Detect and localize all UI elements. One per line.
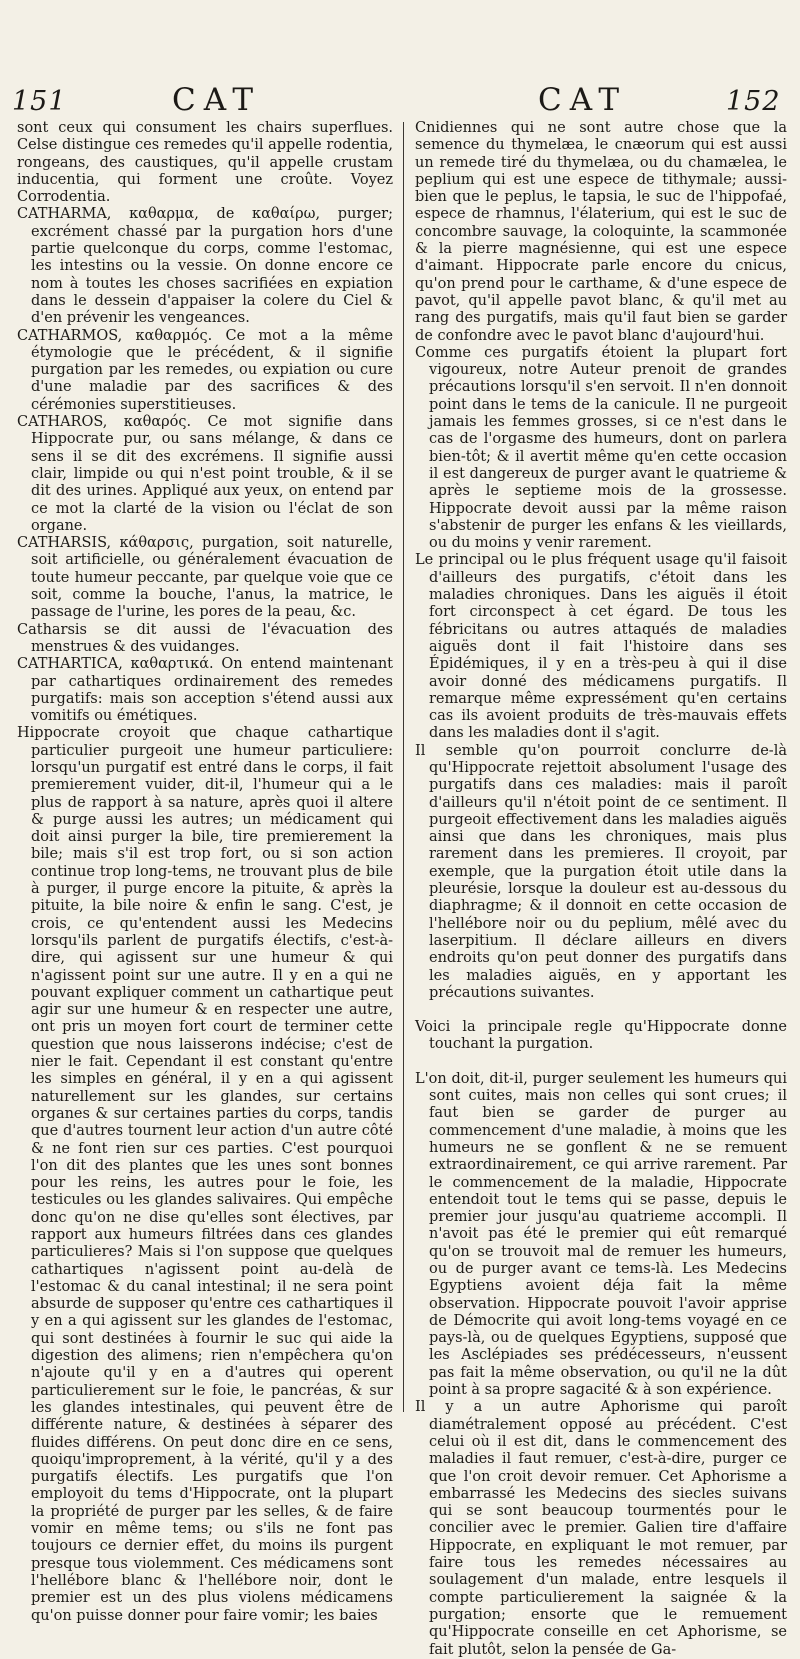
spacer [415,1054,787,1071]
paragraph: Hippocrate croyoit que chaque cathartique particulier purgeoit une humeur particuliere: lorsqu'un purgatif est entré dans le corps, il fait premierement vuider, dit-il, l'humeur qui a le plus de rapport à sa nature, après quoi il altere & purge aussi les autres; un médicament qui doit ainsi purger la bile, tire premierement la bile; mais s'il est trop fort, ou si son action continue trop long-tems, ne trouvant plus de bile à purger, il purge encore la pituite, & après la pituite, la bile noire & enfin le sang. C'est, je crois, ce qu'entendent aussi les Medecins lorsqu'ils parlent de purgatifs électifs, c'est-à-dire, qui agissent sur une humeur & qui n'agissent point sur une autre. Il y en a qui ne pouvant expliquer comment un cathartique peut agir sur une humeur & en respecter une autre, ont pris un moyen fort court de terminer cette question que nous laisserons indécise; c'est de nier le fait. Cependant il est constant qu'entre les simples en général, il y en a qui agissent naturellement sur les glandes, sur certains organes & sur certaines parties du corps, tandis que d'autres tournent leur action d'un autre côté & ne font rien sur ces parties. C'est pourquoi l'on dit des plantes que les unes sont bonnes pour les reins, les autres pour le foie, les testicules ou les glandes salivaires. Qui empêche donc qu'on ne dise qu'elles sont électives, par rapport aux humeurs filtrées dans ces glandes particulieres? Mais si l'on suppose que quelques cathartiques n'agissent point au-delà de l'estomac & du canal intestinal; il ne sera point absurde de supposer qu'entre ces cathartiques il y en a qui agissent sur les glandes de l'estomac, qui sont destinées à fournir le suc qui aide la digestion des alimens; rien n'empêchera qu'on n'ajoute qu'il y en a d'autres qui operent particulierement sur le foie, le pancréas, & sur les glandes intestinales, qui peuvent être de différente nature, & destinées à séparer des fluides différens. On peut donc dire en ce sens, quoiqu'improprement, à la vérité, qu'il y a des purgatifs électifs. Les purgatifs que l'on employoit du tems d'Hippocrate, ont la plupart la propriété de purger par les selles, & de faire vomir en même tems; ou s'ils ne font pas toujours ce dernier effet, du moins ils purgent presque tous violemment. Ces médicamens sont l'hellébore blanc & l'hellébore noir, dont le premier est un des plus violens médicamens qu'on puisse donner pour faire vomir; les baies [17,725,393,1624]
right-column [415,120,787,1658]
paragraph: Catharsis se dit aussi de l'évacuation des menstrues & des vuidanges. [17,621,393,655]
left-page-number: 151 [12,86,67,117]
paragraph: Il y a un autre Aphorisme qui paroît diamétralement opposé au précédent. C'est celui où il est dit, dans le commencement des maladies il faut remuer, c'est-à-dire, purger ce que l'on croit devoir remuer. Cet Aphorisme a embarrassé les Medecins des siecles suivans qui se sont beaucoup tourmentés pour le concilier avec le premier. Galien tire d'affaire Hippocrate, en expliquant le mot remuer, par faire tous les remedes nécessaires au soulagement d'un malade, entre lesquels il compte particulierement la saignée & la purgation; ensorte que le remuement qu'Hippocrate conseille en cet Aphorisme, se fait plutôt, selon la pensée de Ga- [415,1399,787,1658]
column-divider [403,122,404,1412]
left-column [17,120,393,1624]
entry-cathartica: CATHARTICA, καθαρτικά. On entend maintenant par cathartiques ordinairement des remedes purgatifs: mais son acception s'étend aussi aux vomitifs ou émétiques. [17,656,393,725]
page-header [0,82,800,122]
paragraph: Voici la principale regle qu'Hippocrate donne touchant la purgation. [415,1019,787,1053]
entry-catharos: CATHAROS, καθαρός. Ce mot signifie dans Hippocrate pur, ou sans mélange, & dans ce sens il se dit des excrémens. Il signifie aussi clair, limpide ou qui n'est point trouble, & il se dit des urines. Appliqué aux yeux, on entend par ce mot la clarté de la vision ou l'éclat de son organe. [17,414,393,534]
paragraph: Comme ces purgatifs étoient la plupart fort vigoureux, notre Auteur prenoit de grandes précautions lorsqu'il s'en servoit. Il n'en donnoit point dans le tems de la canicule. Il ne purgeoit jamais les femmes grosses, si ce n'est dans le cas de l'orgasme des humeurs, dont on parlera bien-tôt; & il avertit même qu'en cette occasion il est dangereux de purger avant le quatrieme & après le septieme mois de la grossesse. Hippocrate devoit aussi par la même raison s'abstenir de purger les enfans & les vieillards, ou du moins y venir rarement. [415,344,787,552]
spacer [415,1002,787,1019]
right-running-head: CAT [538,82,628,118]
paragraph: sont ceux qui consument les chairs superflues. Celse distingue ces remedes qu'il appelle rodentia, rongeans, des caustiques, qu'il appelle crustam inducentia, qui forment une croûte. Voyez Corrodentia. [17,120,393,206]
paragraph: Il semble qu'on pourroit conclurre de-là qu'Hippocrate rejettoit absolument l'usage des purgatifs dans ces maladies: mais il paroît d'ailleurs qu'il n'étoit point de ce sentiment. Il purgeoit effectivement dans les maladies aiguës ainsi que dans les chroniques, mais plus rarement dans les premieres. Il croyoit, par exemple, que la purgation étoit utile dans la pleurésie, lorsque la douleur est au-dessous du diaphragme; & il donnoit en cette occasion de l'hellébore noir ou du peplium, mêlé avec du laserpitium. Il déclare ailleurs en divers endroits qu'on peut donner des purgatifs dans les maladies aiguës, en y apportant les précautions suivantes. [415,742,787,1001]
entry-catharsis: CATHARSIS, κάθαρσις, purgation, soit naturelle, soit artificielle, ou généralement évacuation de toute humeur peccante, par quelque voie que ce soit, comme la bouche, l'anus, la matrice, le passage de l'urine, les pores de la peau, &c. [17,535,393,621]
entry-catharma: CATHARMA, καθαρμα, de καθαίρω, purger; excrément chassé par la purgation hors d'une partie quelconque du corps, comme l'estomac, les intestins ou la vessie. On donne encore ce nom à toutes les choses sacrifiées en expiation dans le dessein d'appaiser la colere du Ciel & d'en prévenir les vengeances. [17,206,393,327]
entry-catharmos: CATHARMOS, καθαρμός. Ce mot a la même étymologie que le précédent, & il signifie purgation par les remedes, ou expiation ou cure d'une maladie par des sacrifices & des cérémonies superstitieuses. [17,327,393,413]
paragraph: Cnidiennes qui ne sont autre chose que la semence du thymelæa, le cnæorum qui est aussi un remede tiré du thymelæa, ou du chamælea, le peplium qui est une espece de tithymale; aussi-bien que le peplus, le tapsia, le suc de l'hippofaé, espece de rhamnus, l'élaterium, qui est le suc de concombre sauvage, la coloquinte, la scammonée & la pierre magnésienne, qui est une espece d'aimant. Hippocrate parle encore du cnicus, qu'on prend pour le carthame, & d'une espece de pavot, qu'il appelle pavot blanc, & qu'il met au rang des purgatifs, mais qu'il faut bien se garder de confondre avec le pavot blanc d'aujourd'hui. [415,120,787,344]
left-running-head: CAT [172,82,262,118]
paragraph: L'on doit, dit-il, purger seulement les humeurs qui sont cuites, mais non celles qui sont crues; il faut bien se garder de purger au commencement d'une maladie, à moins que les humeurs ne se gonflent & ne se remuent extraordinairement, ce qui arrive rarement. Par le commencement de la maladie, Hippocrate entendoit tout le tems qui se passe, depuis le premier jour jusqu'au quatrieme accompli. Il n'avoit pas été le premier qui eût remarqué qu'on se trouvoit mal de remuer les humeurs, ou de purger avant ce tems-là. Les Medecins Egyptiens avoient déja fait la même observation. Hippocrate pouvoit l'avoir apprise de Démocrite qui avoit long-tems voyagé en ce pays-là, ou de quelques Egyptiens, supposé que les Asclépiades ses prédécesseurs, n'eussent pas fait la même observation, ou qu'il ne la dût point à sa propre sagacité & à son expérience. [415,1070,787,1399]
paragraph: Le principal ou le plus fréquent usage qu'il faisoit d'ailleurs des purgatifs, c'étoit dans les maladies chroniques. Dans les aiguës il étoit fort circonspect à cet égard. De tous les fébricitans ou autres attaqués de maladies aiguës dont il fait l'histoire dans ses Épidémiques, il y en a très-peu à qui il dise avoir donné des médicamens purgatifs. Il remarque même expressément qu'en certains cas ils avoient produits de très-mauvais effets dans les maladies dont il s'agit. [415,552,787,742]
right-page-number: 152 [726,86,781,117]
